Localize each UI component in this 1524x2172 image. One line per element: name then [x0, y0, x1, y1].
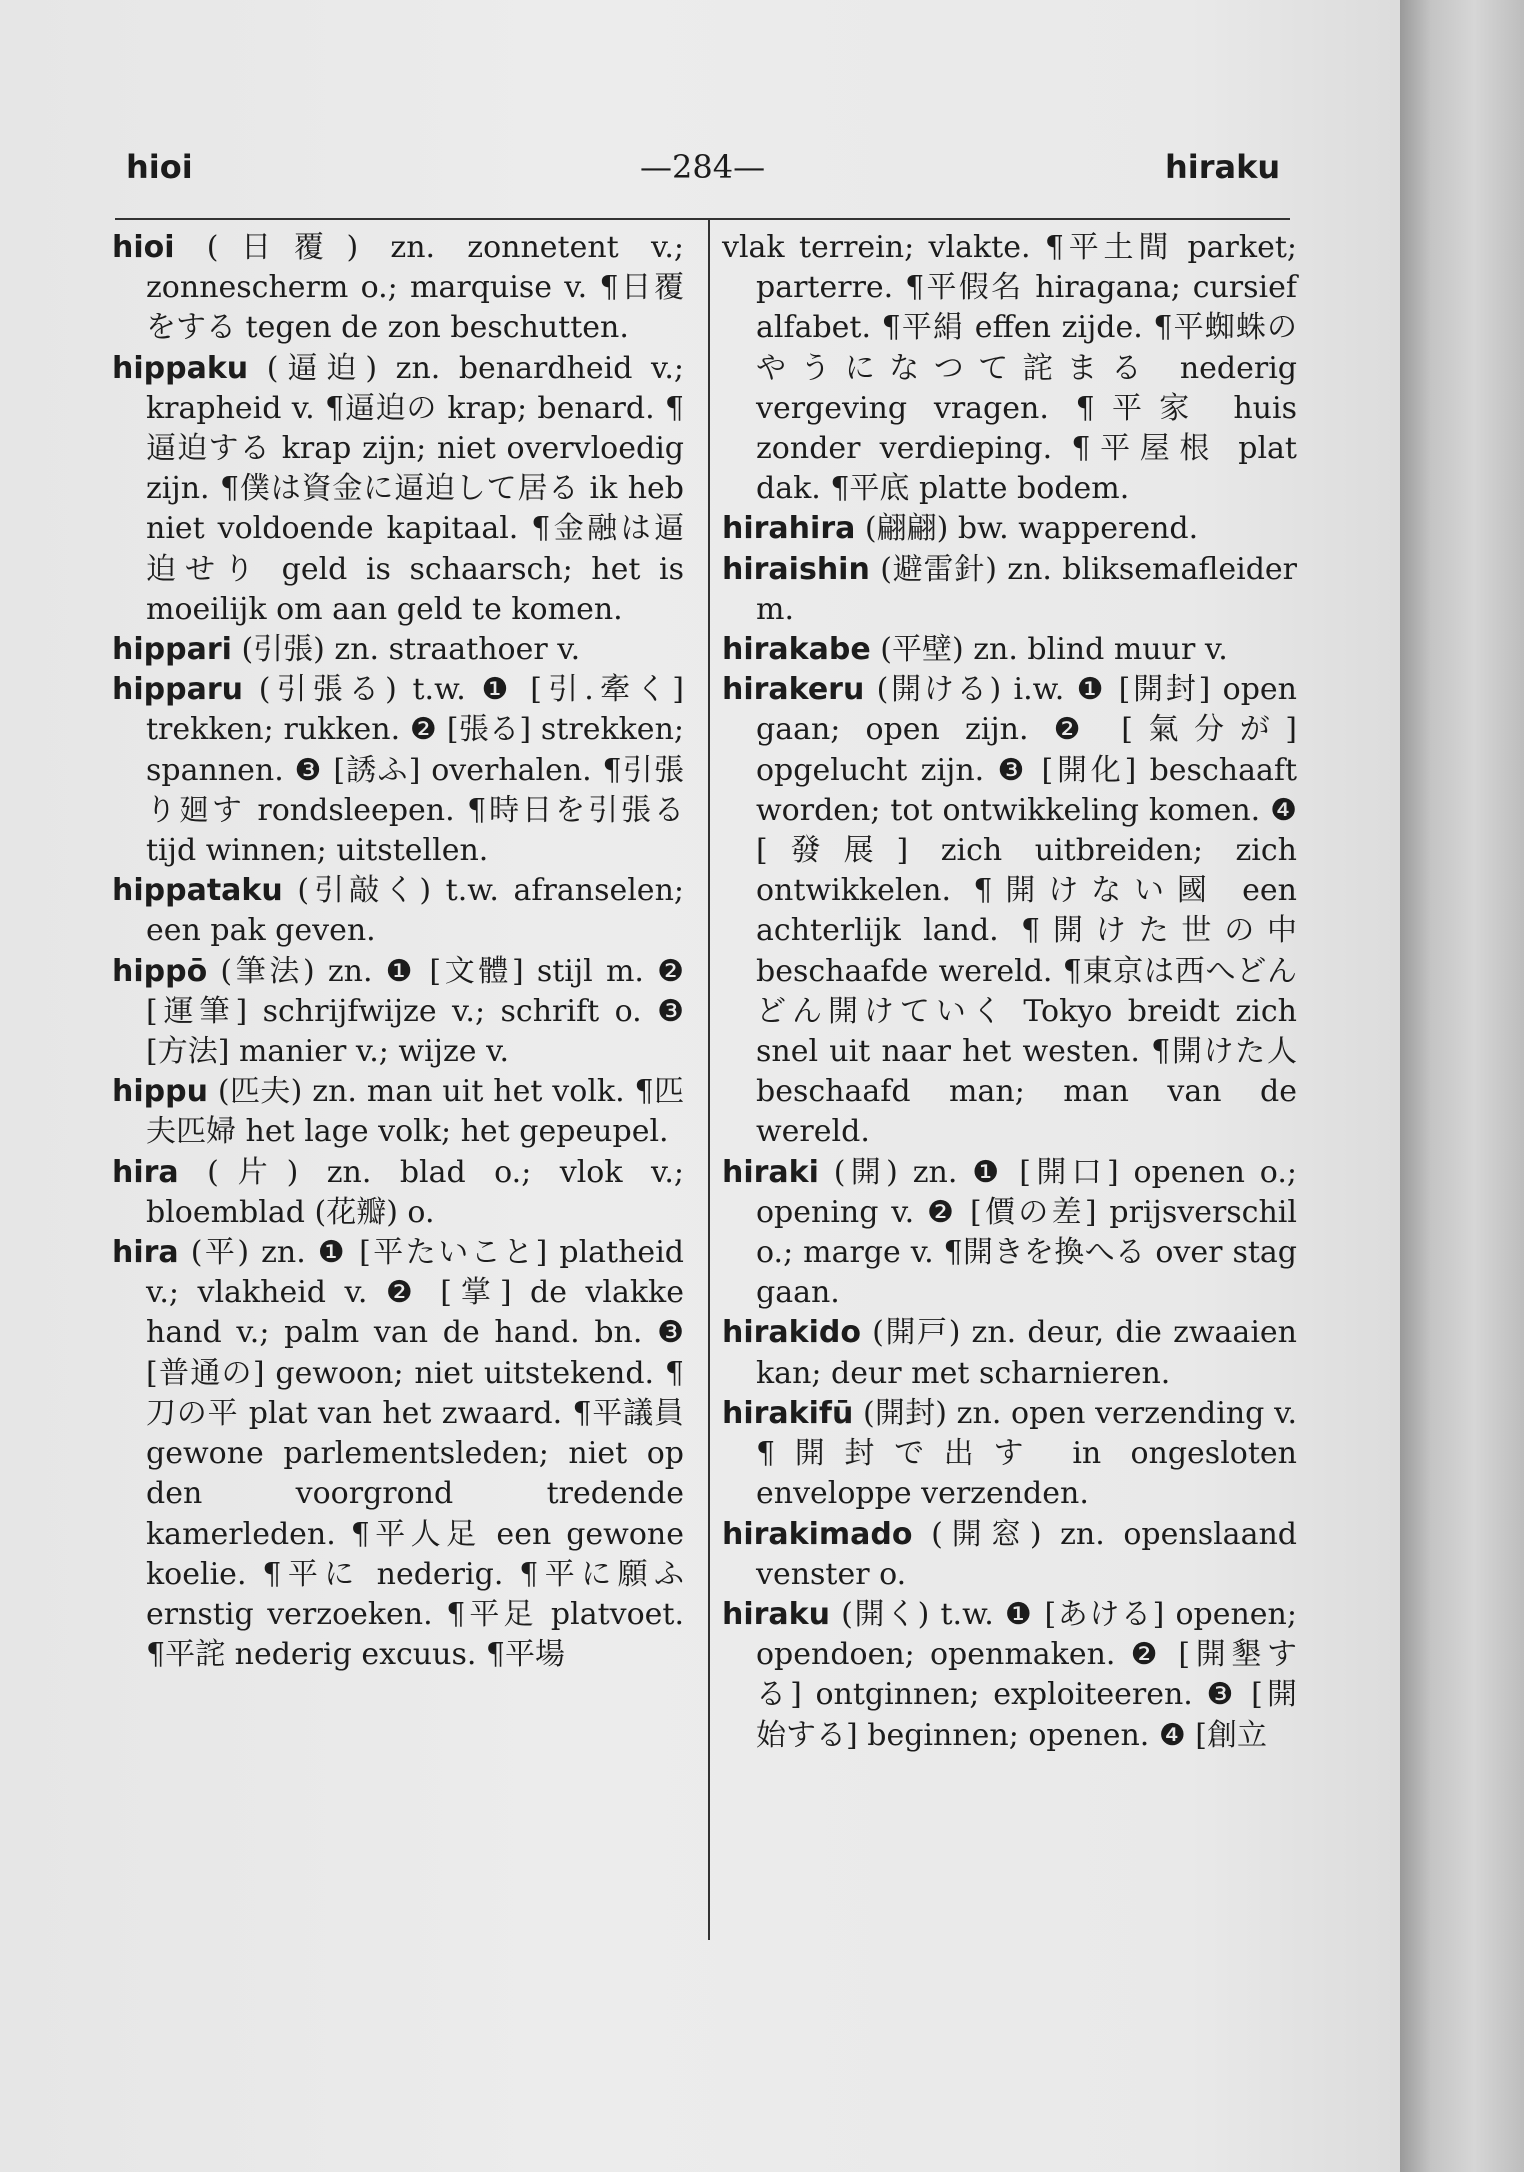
entry-definition: (匹夫) zn. man uit het volk. ¶匹夫匹婦 het lage volk; het gepeupel. [146, 1074, 684, 1150]
entry-definition: (筆法) zn. ❶ [文體] stijl m. ❷ [運筆] schrijfwijze v.; schrift o. ❸ [方法] manier v.; wijze v. [146, 953, 684, 1070]
dictionary-entry [722, 550, 1297, 630]
dictionary-entry [722, 1515, 1297, 1595]
entry-headword: hippari [112, 632, 232, 668]
entry-headword: hiraku [722, 1596, 830, 1632]
dictionary-entry [112, 1233, 684, 1675]
dictionary-entry [112, 1072, 684, 1152]
dictionary-entry [722, 1595, 1297, 1756]
book-spine-shadow [1400, 0, 1524, 2172]
entry-headword: hiraki [722, 1154, 819, 1190]
entry-headword: hiraishin [722, 551, 870, 587]
entry-headword: hipparu [112, 672, 243, 708]
entry-definition: (開封) zn. open verzending v. ¶開封で出す in ongesloten enveloppe verzenden. [756, 1395, 1297, 1512]
entry-headword: hira [112, 1154, 179, 1190]
dictionary-entry [722, 1153, 1297, 1314]
entry-headword: hirakifū [722, 1395, 854, 1431]
entry-headword: hippu [112, 1074, 208, 1110]
entry-headword: hirakido [722, 1315, 861, 1351]
entry-definition: (平壁) zn. blind muur v. [880, 632, 1228, 668]
dictionary-entry-continued [722, 228, 1297, 509]
entry-headword: hioi [112, 230, 175, 265]
entry-headword: hirakabe [722, 632, 871, 668]
dictionary-entry [112, 952, 684, 1073]
dictionary-entry [722, 670, 1297, 1152]
column-divider [708, 220, 710, 1940]
dictionary-entry [722, 1313, 1297, 1393]
entry-definition: (開く) t.w. ❶ [あける] openen; opendoen; openmaken. ❷ [開墾する] ontginnen; exploiteeren. ❸ [開始する] beginnen; openen. ❹ [創立 [756, 1596, 1297, 1753]
entry-headword: hippataku [112, 873, 283, 909]
entry-definition: (引張) zn. straathoer v. [241, 632, 581, 668]
entry-definition: (引敲く) t.w. afranselen; een pak geven. [146, 873, 684, 949]
left-column [112, 228, 684, 1675]
dictionary-entry [722, 1394, 1297, 1515]
entry-definition: (平) zn. ❶ [平たいこと] platheid v.; vlakheid v. ❷ [掌] de vlakke hand v.; palm van de hand. bn. ❸ [普通の] gewoon; niet uitstekend. ¶刀の平 plat van het zwaard. ¶平議員 gewone parlementsleden; niet op den voorgrond tredende kamerleden. ¶平人足 een gewone koelie. ¶平に nederig. ¶平に願ふ ernstig verzoeken. ¶平足 platvoet. ¶平詫 nederig excuus. ¶平場 [146, 1235, 684, 1673]
page-number: —284— [640, 148, 766, 186]
dictionary-entry [112, 670, 684, 871]
dictionary-entry [112, 228, 684, 349]
entry-definition: (開) zn. ❶ [開口] openen o.; opening v. ❷ [價の差] prijsverschil o.; marge v. ¶開きを換へる over stag gaan. [756, 1154, 1297, 1311]
entry-definition: (開ける) i.w. ❶ [開封] open gaan; open zijn. ❷ [氣分が] opgelucht zijn. ❸ [開化] beschaaft worden; tot ontwikkeling komen. ❹ [發展] zich uitbreiden; zich ontwikkelen. ¶開けない國 een achterlijk land. ¶開けた世の中 beschaafde wereld. ¶東京は西へどんどん開けていく Tokyo breidt zich snel uit naar het westen. ¶開けた人 beschaafd man; man van de wereld. [756, 672, 1297, 1150]
dictionary-entry [112, 630, 684, 670]
entry-headword: hippō [112, 953, 208, 989]
entry-headword: hirakeru [722, 672, 865, 708]
entry-definition: (開窓) zn. openslaand venster o. [756, 1516, 1297, 1592]
entry-definition: (避雷針) zn. bliksemafleider m. [756, 551, 1298, 627]
entry-definition: (開戸) zn. deur, die zwaaien kan; deur met scharnieren. [756, 1315, 1297, 1391]
dictionary-entry [722, 509, 1297, 549]
entry-headword: hippaku [112, 350, 249, 386]
entry-definition: (日覆) zn. zonnetent v.; zonnescherm o.; marquise v. ¶日覆をする tegen de zon beschutten. [146, 230, 684, 346]
entry-definition: (引張る) t.w. ❶ [引.牽く] trekken; rukken. ❷ [張る] strekken; spannen. ❸ [誘ふ] overhalen. ¶引張り廻す rondsleepen. ¶時日を引張る tijd winnen; uitstellen. [146, 672, 684, 869]
dictionary-entry [112, 871, 684, 951]
header-rule [115, 218, 1290, 220]
entry-headword: hirahira [722, 511, 856, 547]
right-column [722, 228, 1297, 1756]
dictionary-entry [722, 630, 1297, 670]
entry-headword: hira [112, 1235, 179, 1271]
guide-word-left: hioi [126, 148, 193, 186]
dictionary-entry [112, 349, 684, 630]
entry-definition: (翩翩) bw. wapperend. [864, 511, 1199, 547]
guide-word-right: hiraku [1165, 148, 1281, 186]
entry-definition: (逼迫) zn. benardheid v.; krapheid v. ¶逼迫の krap; benard. ¶逼迫する krap zijn; niet overvloedig zijn. ¶僕は資金に逼迫して居る ik heb niet voldoende kapitaal. ¶金融は逼迫せり geld is schaarsch; het is moeilijk om aan geld te komen. [146, 350, 684, 627]
entry-headword: hirakimado [722, 1516, 913, 1552]
entry-definition: (片) zn. blad o.; vlok v.; bloemblad (花瓣) o. [146, 1154, 684, 1230]
entry-definition: vlak terrein; vlakte. ¶平土間 parket; parterre. ¶平假名 hiragana; cursief alfabet. ¶平絹 effen zijde. ¶平蜘蛛のやうになつて詫まる nederig vergeving vragen. ¶平家 huis zonder verdieping. ¶平屋根 plat dak. ¶平底 platte bodem. [722, 230, 1297, 507]
dictionary-entry [112, 1153, 684, 1233]
